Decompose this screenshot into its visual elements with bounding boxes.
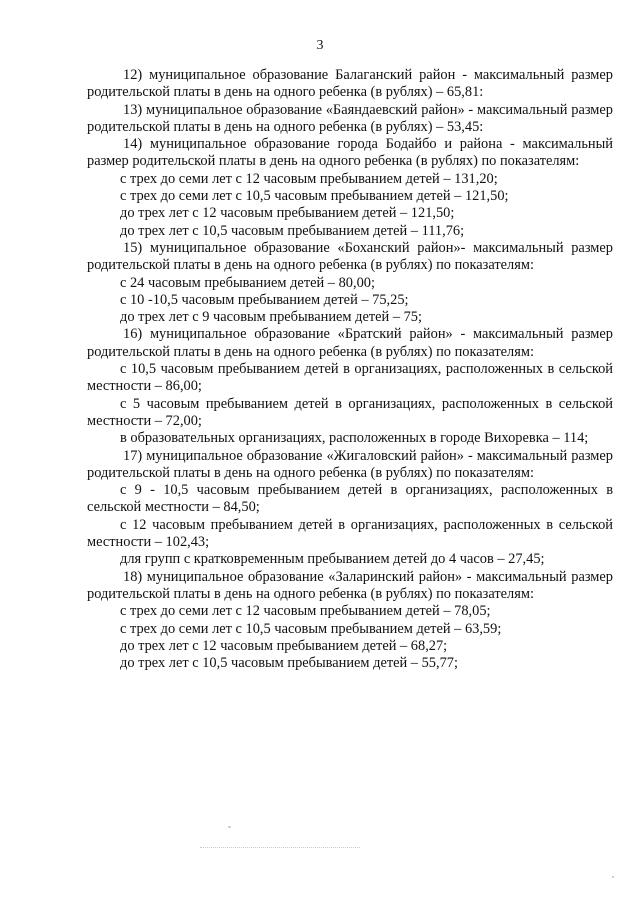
paragraph-item-13: 13) муниципальное образование «Баяндаевский район» - максимальный размер родительской платы в день на одного ребенка (в рублях) – 53,45:: [87, 101, 613, 135]
paragraph-item-14: 14) муниципальное образование города Бодайбо и района - максимальный размер родительской платы в день на одного ребенка (в рублях) по показателям:: [87, 136, 613, 170]
list-item: с 10 -10,5 часовым пребыванием детей – 75,25;: [120, 291, 409, 308]
paragraph-item-16: 16) муниципальное образование «Братский район» - максимальный размер родительской платы в день на одного ребенка (в рублях) по показателям:: [87, 326, 613, 360]
list-item: с 5 часовым пребыванием детей в организациях, расположенных в сельской местности – 72,00;: [87, 395, 613, 429]
paragraph-item-17: 17) муниципальное образование «Жигаловский район» - максимальный размер родительской платы в день на одного ребенка (в рублях) по показателям:: [87, 447, 613, 481]
list-item: с трех до семи лет с 10,5 часовым пребыванием детей – 63,59;: [120, 620, 502, 637]
list-item: для групп с кратковременным пребыванием детей до 4 часов – 27,45;: [120, 551, 545, 568]
scan-artifact: [228, 826, 231, 828]
list-item: до трех лет с 12 часовым пребыванием детей – 121,50;: [120, 205, 455, 222]
list-item: до трех лет с 12 часовым пребыванием детей – 68,27;: [120, 637, 448, 654]
list-item: с 24 часовым пребыванием детей – 80,00;: [120, 274, 375, 291]
list-item: в образовательных организациях, расположенных в городе Вихоревка – 114;: [120, 430, 589, 447]
paragraph-item-12: 12) муниципальное образование Балаганский район - максимальный размер родительской платы в день на одного ребенка (в рублях) – 65,81:: [87, 67, 613, 101]
scan-artifact: [612, 876, 614, 878]
paragraph-item-18: 18) муниципальное образование «Заларинский район» - максимальный размер родительской платы в день на одного ребенка (в рублях) по показателям:: [87, 568, 613, 602]
list-item: с 12 часовым пребыванием детей в организациях, расположенных в сельской местности – 102,43;: [87, 516, 613, 551]
list-item: до трех лет с 9 часовым пребыванием детей – 75;: [120, 309, 422, 326]
list-item: с трех до семи лет с 12 часовым пребыванием детей – 78,05;: [120, 603, 491, 620]
document-body: [87, 67, 613, 672]
list-item: с 10,5 часовым пребыванием детей в организациях, расположенных в сельской местности – 86,00;: [87, 361, 613, 395]
list-item: до трех лет с 10,5 часовым пребыванием детей – 55,77;: [120, 655, 458, 672]
page-number: 3: [316, 38, 324, 53]
scan-artifact: [200, 847, 360, 849]
list-item: с трех до семи лет с 10,5 часовым пребыванием детей – 121,50;: [120, 188, 509, 205]
list-item: с трех до семи лет с 12 часовым пребыванием детей – 131,20;: [120, 170, 498, 187]
list-item: с 9 - 10,5 часовым пребыванием детей в организациях, расположенных в сельской местности – 84,50;: [87, 482, 613, 516]
paragraph-item-15: 15) муниципальное образование «Боханский район»- максимальный размер родительской платы в день на одного ребенка (в рублях) по показателям:: [87, 239, 613, 274]
list-item: до трех лет с 10,5 часовым пребыванием детей – 111,76;: [120, 222, 465, 239]
